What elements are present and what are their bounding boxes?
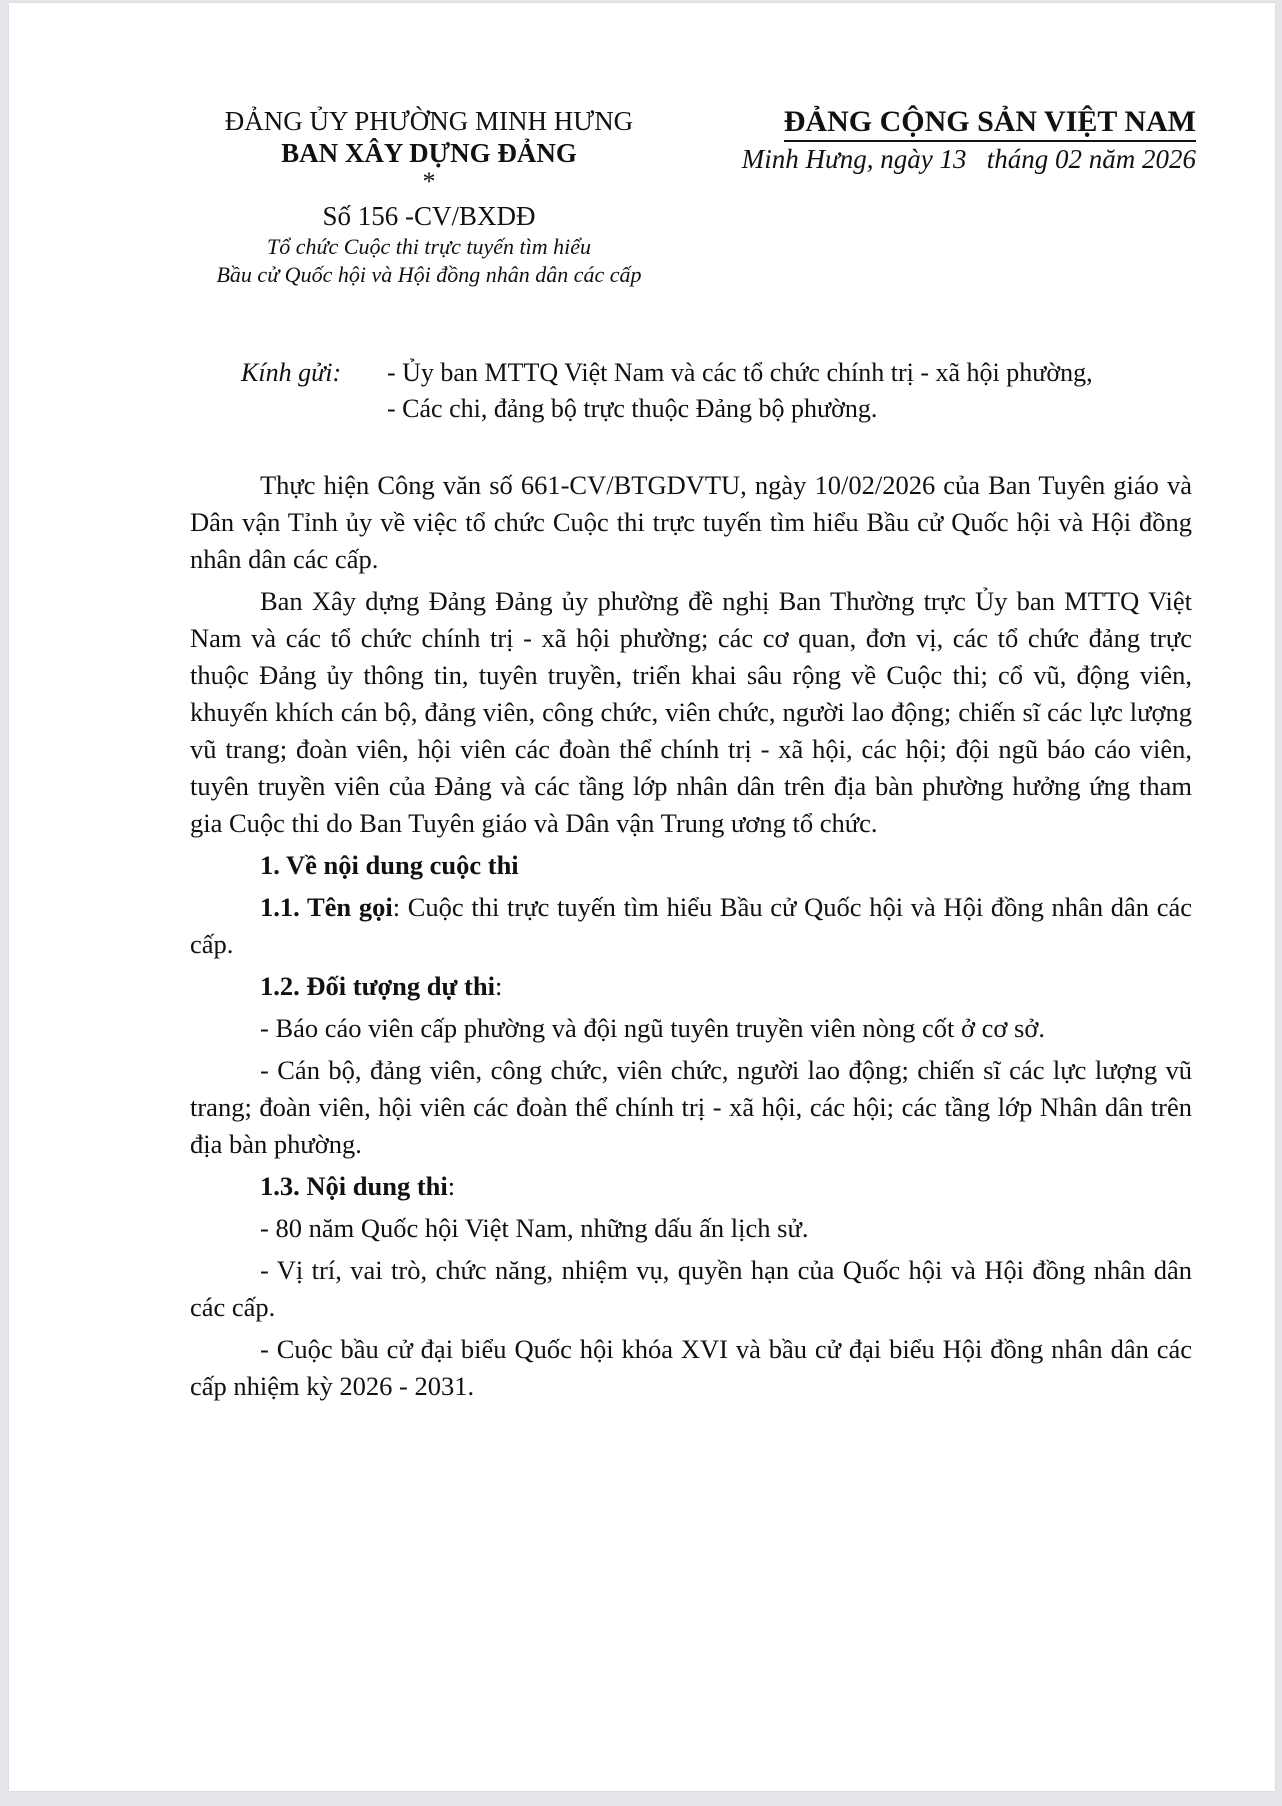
list-item: - Cán bộ, đảng viên, công chức, viên chức, người lao động; chiến sĩ các lực lượng vũ trang; đoàn viên, hội viên các đoàn thể chính trị - xã hội, các hội; các tầng lớp Nhân dân trên địa bàn phường. <box>190 1055 1192 1159</box>
body-paragraph: Ban Xây dựng Đảng Đảng ủy phường đề nghị Ban Thường trực Ủy ban MTTQ Việt Nam và các tổ chức chính trị - xã hội phường; các cơ quan, đơn vị, các tổ chức đảng trực thuộc Đảng ủy thông tin, tuyên truyền, triển khai sâu rộng về Cuộc thi; cổ vũ, động viên, khuyến khích cán bộ, đảng viên, công chức, viên chức, người lao động; chiến sĩ các lực lượng vũ trang; đoàn viên, hội viên các đoàn thể chính trị - xã hội, các hội; đội ngũ báo cáo viên, tuyên truyền viên của Đảng và các tầng lớp nhân dân trên địa bàn phường hưởng ứng tham gia Cuộc thi do Ban Tuyên giáo và Dân vận Trung ương tổ chức. <box>190 586 1192 838</box>
subsection-label: 1.1. Tên gọi <box>260 892 393 922</box>
document-number: Số 156 -CV/BXDĐ <box>322 201 536 231</box>
section-heading <box>190 847 1192 884</box>
subsection-colon: : <box>447 1171 456 1201</box>
document-subject-line-1: Tổ chức Cuộc thi trực tuyến tìm hiểu <box>267 234 591 259</box>
document-subject-line-2: Bầu cử Quốc hội và Hội đồng nhân dân các cấp <box>216 262 642 287</box>
party-name: ĐẢNG CỘNG SẢN VIỆT NAM <box>784 105 1196 142</box>
subsection-label: 1.2. Đối tượng dự thi <box>260 971 495 1001</box>
list-item: - Vị trí, vai trò, chức năng, nhiệm vụ, quyền hạn của Quốc hội và Hội đồng nhân dân các cấp. <box>190 1255 1192 1322</box>
issuer-header <box>179 105 679 289</box>
body-paragraph: Thực hiện Công văn số 661-CV/BTGDVTU, ngày 10/02/2026 của Ban Tuyên giáo và Dân vận Tỉnh ủy về việc tổ chức Cuộc thi trực tuyến tìm hiểu Bầu cử Quốc hội và Hội đồng nhân dân các cấp. <box>190 470 1192 574</box>
subsection-1-1 <box>190 889 1192 963</box>
issuer-department: BAN XÂY DỰNG ĐẢNG <box>281 138 577 168</box>
party-header <box>689 105 1209 175</box>
recipients-block <box>241 355 1093 427</box>
list-item: - Báo cáo viên cấp phường và đội ngũ tuyên truyền viên nòng cốt ở cơ sở. <box>260 1013 1045 1043</box>
document-page <box>9 3 1275 1791</box>
subsection-1-2 <box>190 968 1192 1005</box>
subsection-colon: : <box>494 971 503 1001</box>
list-item: - 80 năm Quốc hội Việt Nam, những dấu ấn lịch sử. <box>260 1213 809 1243</box>
header-star: * <box>422 167 436 196</box>
document-body <box>190 467 1192 1410</box>
subsection-label: 1.3. Nội dung thi <box>260 1171 448 1201</box>
recipient-item: - Các chi, đảng bộ trực thuộc Đảng bộ phường. <box>387 394 878 423</box>
section-heading-text: 1. Về nội dung cuộc thi <box>260 850 519 880</box>
subsection-text: : Cuộc thi trực tuyến tìm hiểu Bầu cử Quốc hội và Hội đồng nhân dân các cấp. <box>190 892 1192 959</box>
place-date: Minh Hưng, ngày 13 tháng 02 năm 2026 <box>741 144 1196 174</box>
subsection-1-3 <box>190 1168 1192 1205</box>
recipients-label: Kính gửi: <box>241 358 342 387</box>
recipient-item: - Ủy ban MTTQ Việt Nam và các tổ chức chính trị - xã hội phường, <box>387 358 1093 387</box>
issuer-organization: ĐẢNG ỦY PHƯỜNG MINH HƯNG <box>224 106 634 136</box>
recipients-list <box>387 355 1093 427</box>
list-item: - Cuộc bầu cử đại biểu Quốc hội khóa XVI và bầu cử đại biểu Hội đồng nhân dân các cấp nhiệm kỳ 2026 - 2031. <box>190 1334 1192 1401</box>
